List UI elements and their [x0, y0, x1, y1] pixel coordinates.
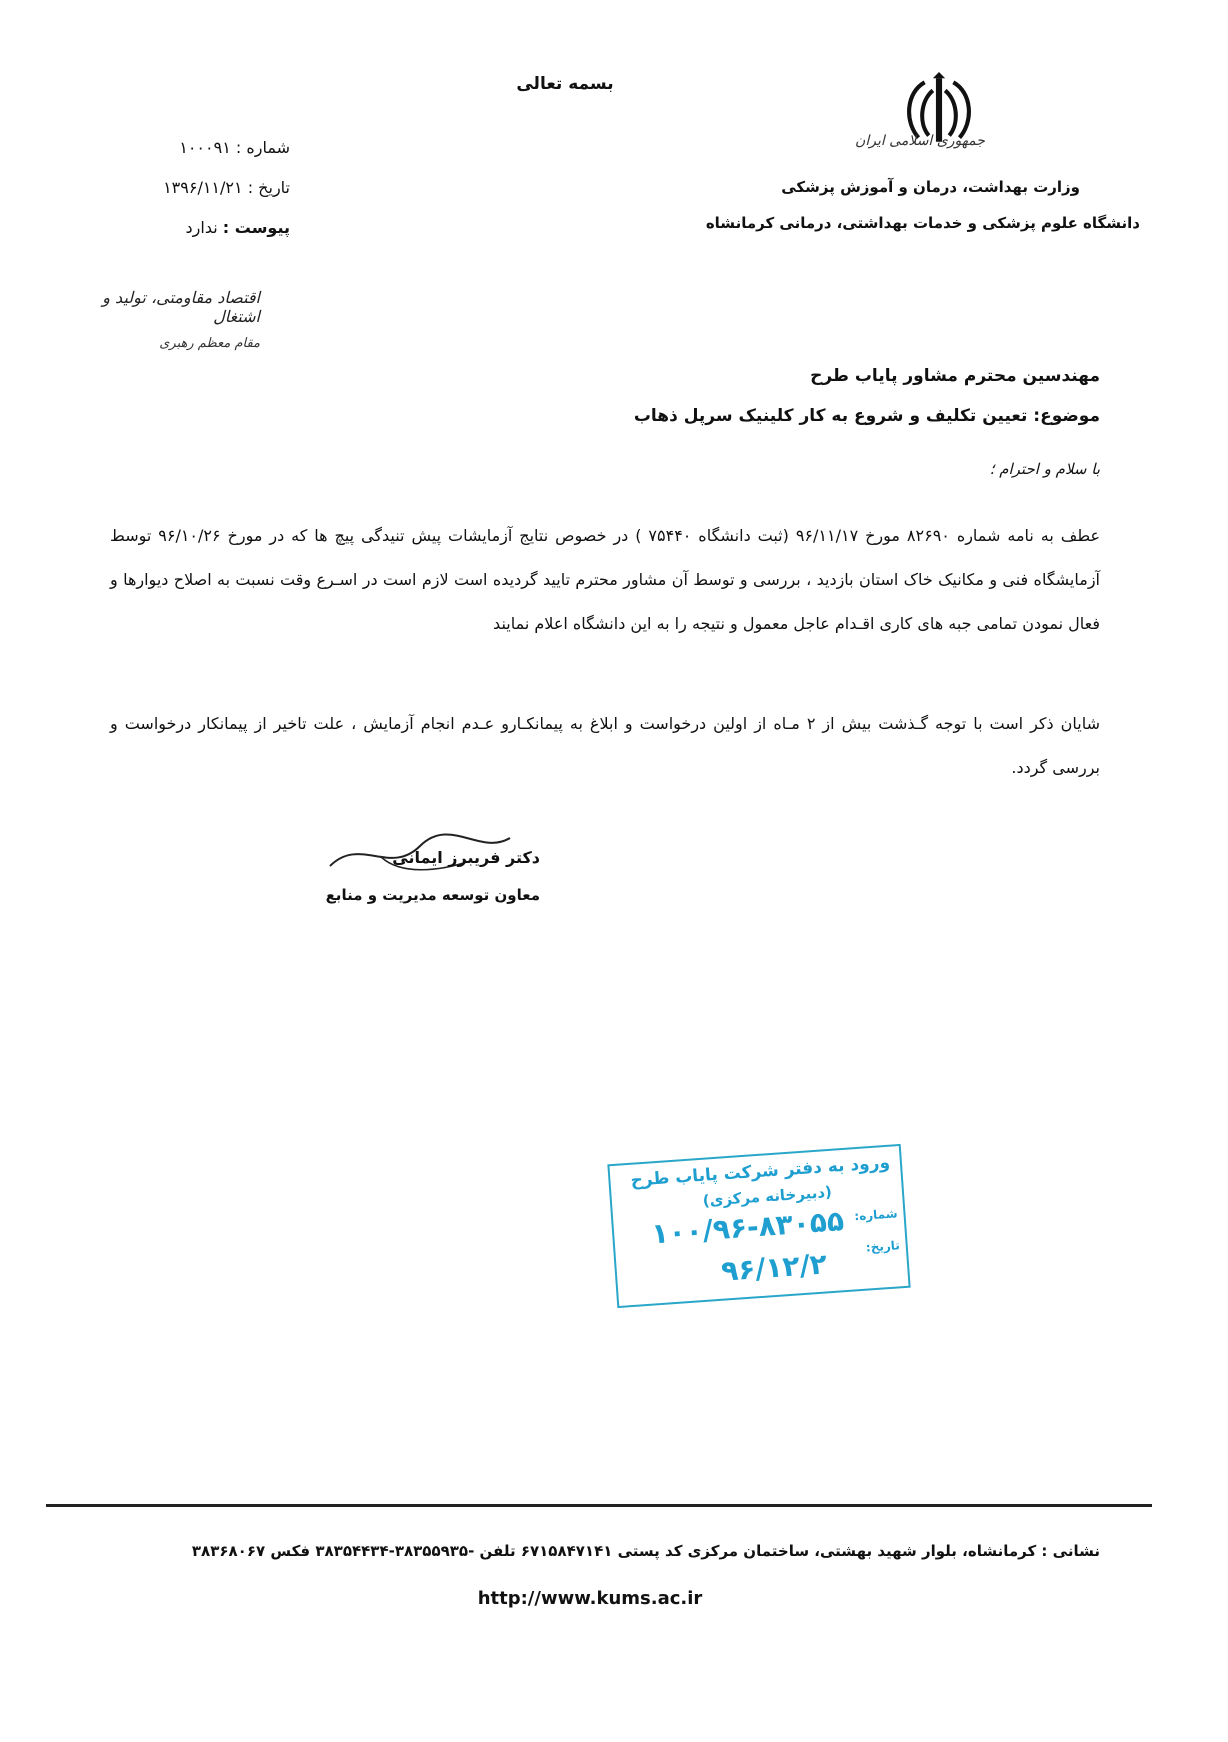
stamp-date-label: تاریخ:: [865, 1238, 901, 1255]
letter-number: [110, 138, 290, 157]
subject: موضوع: تعیین تکلیف و شروع به کار کلینیک سرپل ذهاب: [633, 406, 1100, 426]
letter-attachment-value: ندارد: [185, 218, 218, 237]
signatory-title: معاون توسعه مدیریت و منابع: [325, 886, 540, 904]
letter-number-value: ۱۰۰۰۹۱: [179, 138, 231, 157]
stamp-date-value: ۹۶/۱۲/۲: [720, 1247, 828, 1288]
body-paragraph-1: عطف به نامه شماره ۸۲۶۹۰ مورخ ۹۶/۱۱/۱۷ (ثبت دانشگاه ۷۵۴۴۰ ) در خصوص نتایج آزمایشات پیش تنیدگی پیچ ها که در مورخ ۹۶/۱۰/۲۶ توسط آزمایشگاه فنی و مکانیک خاک استان بازدید ، بررسی و توسط آن مشاور محترم تایید گردیده است لازم است در اسـرع وقت نسبت به اصلاح دیوارها و فعال نمودن تمامی جبه های کاری اقـدام عاجل معمول و نتیجه را به این دانشگاه اعلام نمایند: [110, 526, 1101, 633]
footer-url-link[interactable]: http://www.kums.ac.ir: [477, 1588, 703, 1609]
slogan: اقتصاد مقاومتی، تولید و اشتغال: [102, 288, 260, 326]
stamp-line-1: ورود به دفتر شرکت پایاب طرح: [629, 1152, 891, 1191]
letter-date-label: تاریخ :: [247, 178, 290, 197]
ministry-name: وزارت بهداشت، درمان و آموزش پزشکی: [781, 178, 1080, 196]
signatory-name: دکتر فریبرز ایمانی: [392, 848, 540, 867]
footer-divider: [46, 1504, 1152, 1507]
stamp-number-value: ۱۰۰/۹۶-۸۳۰۵۵: [650, 1204, 845, 1251]
greeting: با سلام و احترام ؛: [989, 460, 1100, 478]
letter-attachment: [80, 218, 290, 237]
letter-attachment-label: پیوست :: [222, 218, 290, 237]
receipt-stamp: [607, 1144, 910, 1308]
footer-address: نشانی : کرمانشاه، بلوار شهید بهشتی، ساختمان مرکزی کد پستی ۶۷۱۵۸۴۷۱۴۱ تلفن -۳۸۳۵۵۹۳۵-۳۸۳۵۴۴۳۴ فکس ۳۸۳۶۸۰۶۷: [191, 1542, 1100, 1560]
letter-number-label: شماره :: [235, 138, 290, 157]
stamp-line-2: (دبیرخانه مرکزی): [702, 1182, 833, 1210]
invocation: بسمه تعالی: [516, 74, 614, 94]
body-paragraph-2: شایان ذکر است با توجه گـذشت بیش از ۲ مـاه از اولین درخواست و ابلاغ به پیمانکـارو عـدم انجام آزمایش ، علت تاخیر از پیمانکار درخواست و بررسی گردد.: [110, 714, 1100, 777]
recipient: مهندسین محترم مشاور پایاب طرح: [810, 366, 1100, 386]
slogan-source: مقام معظم رهبری: [159, 336, 260, 351]
republic-label: جمهوری اسلامی ایران: [855, 133, 985, 149]
university-name: دانشگاه علوم پزشکی و خدمات بهداشتی، درمانی کرمانشاه: [705, 214, 1140, 232]
letter-date-value: ۱۳۹۶/۱۱/۲۱: [163, 178, 243, 197]
letter-date: [110, 178, 290, 197]
stamp-number-label: شماره:: [853, 1206, 898, 1224]
